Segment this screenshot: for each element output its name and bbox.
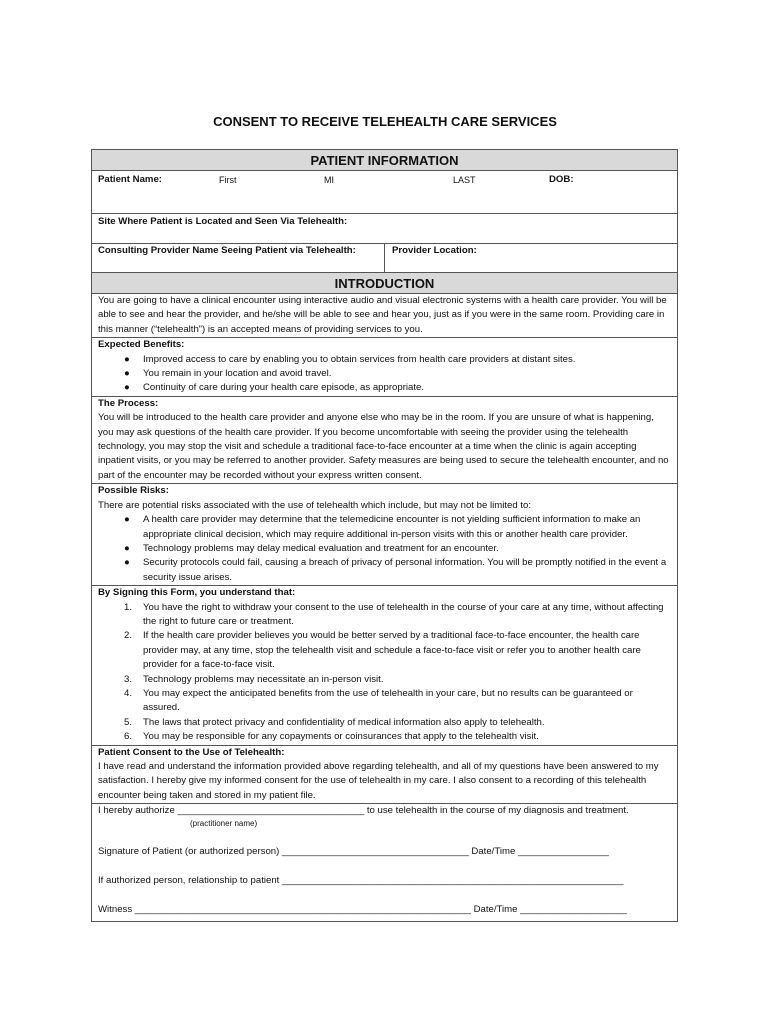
provider-row	[92, 244, 677, 273]
patient-name-label: Patient Name:	[98, 174, 162, 185]
process-text: You will be introduced to the health care provider and anyone else who may be in the room. If you are unsure of what is happening, you may ask questions of the health care provider. If you become uncomfortable with seeing the provider using the telehealth technology, you may stop the visit and schedule a traditional face-to-face encounter at a time when the clinic is again accepting inpatient visits, or you may be referred to another provider. Safety measures are being used to secure the telehealth encounter, and no part of the encounter may be recorded without your express written consent.	[98, 412, 669, 481]
authorize-line[interactable]: I hereby authorize ___________________________________ to use telehealth in the course of my diagnosis and treatment.	[98, 805, 629, 817]
patient-signature-line[interactable]: Signature of Patient (or authorized person) ___________________________________ Date/Time _________________	[98, 846, 609, 858]
patient-site-row	[92, 214, 677, 244]
introduction-header: INTRODUCTION	[92, 273, 677, 294]
relationship-line[interactable]: If authorized person, relationship to patient ________________________________________________________________	[98, 875, 624, 887]
list-item: ● You remain in your location and avoid travel.	[124, 368, 332, 380]
risks-intro: There are potential risks associated with the use of telehealth which include, but may not be limited to:	[98, 499, 532, 511]
witness-line[interactable]: Witness _______________________________________________________________ Date/Time ____________________	[98, 904, 627, 916]
first-name-caption: First	[219, 175, 237, 185]
consent-text: I have read and understand the information provided above regarding telehealth, and all of my questions have been answered to my satisfaction. I hereby give my informed consent for the use of telehealth in my care. I also consent to a recording of this telehealth encounter being taken and stored in my patient file.	[98, 761, 659, 801]
list-item: ● Technology problems may delay medical evaluation and treatment for an encounter.	[124, 542, 499, 554]
list-item: ● Improved access to care by enabling you to obtain services from health care providers at distant sites.	[124, 353, 576, 365]
consent-title: Patient Consent to the Use of Telehealth:	[98, 746, 285, 758]
signing-title: By Signing this Form, you understand that:	[98, 587, 296, 599]
practitioner-caption: (practitioner name)	[190, 819, 258, 829]
consent-form	[91, 149, 678, 922]
middle-initial-caption: MI	[324, 175, 334, 185]
introduction-paragraph: You are going to have a clinical encounter using interactive audio and visual electronic systems with a health care provider. You will be able to see and hear the provider, and he/she will be able to see and hear you, just as if you were in the same room. Providing care in this manner (“telehealth”) is an accepted means of providing services to you.	[98, 295, 667, 335]
list-item: 2. If the health care provider believes you would be better served by a traditional face-to-face encounter, the health care provider may, at any time, stop the telehealth visit and schedule a face-to-face visit or refer you to another health care provider for a face-to-face visit.	[123, 630, 641, 671]
list-item: 4. You may expect the anticipated benefits from the use of telehealth in your care, but no results can be guaranteed or assured.	[123, 687, 633, 714]
page-title: CONSENT TO RECEIVE TELEHEALTH CARE SERVICES	[213, 114, 557, 129]
list-item: 3. Technology problems may necessitate an in-person visit.	[123, 673, 384, 685]
risks-list	[98, 513, 671, 585]
benefits-block	[92, 338, 677, 397]
list-item: 1. You have the right to withdraw your consent to the use of telehealth in the course of your care at any time, without affecting the right to future care or treatment.	[123, 601, 664, 627]
list-item: 6. You may be responsible for any copayments or coinsurances that apply to the telehealth visit.	[123, 731, 539, 743]
list-item: ● Security protocols could fail, causing a breach of privacy of personal information. You will be promptly notified in the event a security issue arises.	[124, 557, 667, 583]
signing-block	[92, 586, 677, 745]
patient-site-label: Site Where Patient is Located and Seen Via Telehealth:	[98, 216, 348, 227]
benefits-title: Expected Benefits:	[98, 339, 185, 351]
risks-block	[92, 484, 677, 586]
provider-location-label: Provider Location:	[392, 245, 477, 256]
patient-name-row	[92, 171, 677, 214]
signing-list	[98, 601, 671, 745]
process-title: The Process:	[98, 397, 159, 409]
provider-divider	[384, 244, 385, 272]
signature-section	[92, 804, 677, 916]
process-block	[92, 397, 677, 484]
consulting-provider-label: Consulting Provider Name Seeing Patient via Telehealth:	[98, 245, 356, 256]
patient-information-header: PATIENT INFORMATION	[92, 150, 677, 171]
list-item: ● Continuity of care during your health care episode, as appropriate.	[124, 382, 425, 394]
last-name-caption: LAST	[453, 175, 476, 185]
risks-title: Possible Risks:	[98, 485, 169, 497]
list-item: ● A health care provider may determine that the telemedicine encounter is not yielding sufficient information to make an appropriate clinical decision, which may require additional in-person visits with this or another health care provider.	[124, 514, 641, 540]
benefits-list	[98, 353, 671, 396]
list-item: 5. The laws that protect privacy and confidentiality of medical information also apply to telehealth.	[123, 716, 545, 728]
dob-label: DOB:	[549, 174, 574, 185]
consent-block	[92, 746, 677, 805]
introduction-block	[92, 294, 677, 338]
